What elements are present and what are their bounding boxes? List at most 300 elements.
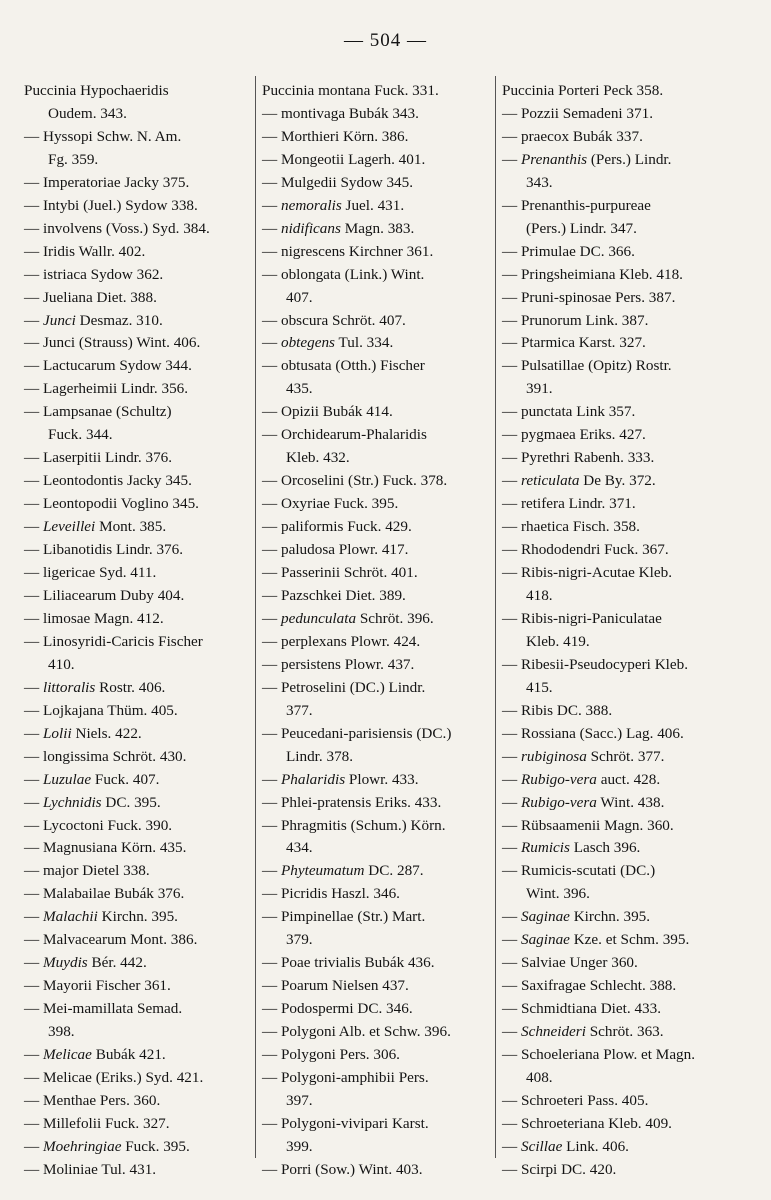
entry-dash: — (262, 816, 281, 834)
authority-and-page: Lindr. 376. (112, 541, 184, 559)
species-name: Scillae (520, 1137, 563, 1155)
entry-dash: — (24, 1137, 43, 1155)
species-name: Moehringiae (42, 1137, 122, 1155)
authority-and-page: Alb. et Schw. 396. (335, 1023, 451, 1041)
species-name: 407. (286, 288, 313, 306)
index-entry (262, 631, 491, 654)
entry-dash: — (502, 403, 521, 421)
authority-and-page: Fuck. 331. (370, 82, 439, 99)
authority-and-page: Diet. 388. (92, 288, 157, 306)
species-name: Passerinii (280, 564, 341, 582)
authority-and-page: Jacky 375. (120, 173, 190, 191)
species-name: Ribesii-Pseudocyperi (520, 655, 651, 673)
species-name: Lagerheimii (42, 380, 118, 398)
species-name: paliformis (280, 518, 344, 536)
authority-and-page: (DC.) (412, 724, 452, 742)
index-entry (24, 998, 250, 1021)
entry-dash: — (24, 816, 43, 834)
entry-dash: — (262, 1068, 281, 1086)
authority-and-page: Schlecht. 388. (585, 977, 677, 995)
authority-and-page: DC. 388. (553, 701, 613, 719)
species-name: Ptarmica (520, 334, 575, 352)
index-entry (502, 700, 752, 723)
entry-dash: — (502, 747, 521, 765)
index-entry (24, 975, 250, 998)
species-name: Phlei-pratensis (280, 793, 372, 811)
species-name: Porri (280, 1160, 312, 1178)
species-name: 397. (286, 1091, 313, 1109)
index-entry (24, 952, 250, 975)
index-entry (502, 1159, 752, 1182)
authority-and-page: DC. 420. (557, 1160, 617, 1178)
index-entry (502, 975, 752, 998)
authority-and-page: DC. 287. (364, 862, 424, 880)
authority-and-page: De By. 372. (579, 472, 656, 490)
species-name: Rubigo-vera (520, 770, 597, 788)
entry-dash: — (24, 931, 43, 949)
index-entry (502, 654, 752, 677)
species-name: Pruni-spinosae (520, 288, 612, 306)
authority-and-page: Kleb. 418. (615, 265, 683, 283)
entry-dash: — (502, 150, 521, 168)
species-name: longissima (42, 747, 109, 765)
entry-dash: — (262, 885, 281, 903)
authority-and-page: auct. 428. (596, 770, 661, 788)
species-name: pedunculata (280, 609, 357, 627)
index-entry (502, 470, 752, 493)
entry-dash: — (502, 931, 521, 949)
authority-and-page: Pers. (394, 1068, 429, 1086)
index-entry (502, 1044, 752, 1067)
entry-dash: — (24, 1114, 43, 1132)
authority-and-page: Wint. 438. (596, 793, 665, 811)
index-entry (502, 195, 752, 218)
species-name: Schneideri (520, 1023, 586, 1041)
species-name: Oudem. 343. (48, 104, 127, 122)
index-entry-continuation (502, 631, 752, 654)
entry-dash: — (24, 747, 43, 765)
index-entry (502, 837, 752, 860)
species-name: Pulsatillae (520, 357, 585, 375)
species-name: nemoralis (280, 196, 342, 214)
index-entry (24, 264, 250, 287)
species-name: 377. (286, 701, 313, 719)
authority-and-page: Pers. 360. (96, 1091, 161, 1109)
index-entry (262, 103, 491, 126)
authority-and-page: (Eriks.) Syd. 421. (91, 1068, 204, 1086)
entry-dash: — (262, 655, 281, 673)
authority-and-page: (Link.) Wint. (340, 265, 425, 283)
species-name: Kleb. 419. (526, 632, 590, 650)
authority-and-page: (Voss.) Syd. 384. (102, 219, 210, 237)
index-entry (262, 332, 491, 355)
entry-dash: — (502, 1000, 521, 1018)
index-entry (24, 1067, 250, 1090)
index-entry-continuation (502, 1067, 752, 1090)
entry-dash: — (262, 1160, 281, 1178)
species-name: Kleb. 432. (286, 449, 350, 467)
species-name: Ribis-nigri-Acutae (520, 564, 635, 582)
species-name: Lactucarum (42, 357, 116, 375)
index-entry (502, 539, 752, 562)
authority-and-page: Lindr. 356. (117, 380, 189, 398)
species-name: Saginae (520, 908, 570, 926)
entry-dash: — (262, 311, 281, 329)
authority-and-page: Plowr. 417. (334, 541, 409, 559)
index-entry (262, 355, 491, 378)
species-name: reticulata (520, 472, 580, 490)
index-entry (502, 1113, 752, 1136)
entry-dash: — (262, 518, 281, 536)
index-entry (262, 792, 491, 815)
authority-and-page: (DC.) Lindr. (345, 678, 426, 696)
species-name: involvens (42, 219, 103, 237)
entry-dash: — (502, 839, 521, 857)
index-entry (502, 723, 752, 746)
species-name: Poarum (280, 977, 329, 995)
authority-and-page: Fuck. 390. (103, 816, 173, 834)
species-name: Puccinia montana (262, 82, 371, 99)
entry-dash: — (502, 541, 521, 559)
authority-and-page: (Sacc.) Lag. 406. (575, 724, 684, 742)
species-name: Poae trivialis (280, 954, 361, 972)
species-name: Rumicis (520, 839, 570, 857)
index-entry (262, 470, 491, 493)
entry-dash: — (262, 219, 281, 237)
species-name: 410. (48, 655, 75, 673)
species-name: major (42, 862, 79, 880)
species-name: Hyssopi (42, 127, 93, 145)
index-entry (262, 585, 491, 608)
entry-dash: — (502, 334, 521, 352)
authority-and-page: Fuck. 367. (600, 541, 669, 559)
species-name: Rhododendri (520, 541, 601, 559)
entry-dash: — (502, 655, 521, 673)
authority-and-page: Körn. 386. (339, 127, 409, 145)
entry-dash: — (24, 632, 43, 650)
entry-dash: — (262, 793, 281, 811)
index-entry (24, 401, 250, 424)
authority-and-page: Kleb. (650, 655, 689, 673)
authority-and-page: Unger 360. (565, 954, 638, 972)
entry-dash: — (262, 770, 281, 788)
species-name: obtegens (280, 334, 335, 352)
authority-and-page: Kleb. (634, 564, 672, 582)
entry-dash: — (24, 472, 43, 490)
index-entry (502, 355, 752, 378)
authority-and-page: Bubák 414. (318, 403, 393, 421)
index-entry (24, 929, 250, 952)
entry-dash: — (24, 724, 43, 742)
authority-and-page: Magn. 412. (90, 609, 164, 627)
authority-and-page: Link. 387. (581, 311, 649, 329)
species-name: Magnusiana (42, 839, 118, 857)
entry-dash: — (262, 678, 281, 696)
authority-and-page: (Juel.) Sydow 338. (79, 196, 198, 214)
index-entry-continuation (262, 378, 491, 401)
index-entry (24, 126, 250, 149)
entry-dash: — (24, 334, 43, 352)
entry-dash: — (24, 173, 43, 191)
index-entry (502, 493, 752, 516)
authority-and-page: Tul. 334. (334, 334, 394, 352)
index-entry (262, 172, 491, 195)
species-name: Polygoni (280, 1046, 336, 1064)
index-entry (24, 1159, 250, 1182)
species-name: rubiginosa (520, 747, 587, 765)
entry-dash: — (502, 908, 521, 926)
species-name: nigrescens (280, 242, 346, 260)
entry-dash: — (502, 1091, 521, 1109)
species-name: Moliniae (42, 1160, 98, 1178)
index-entry (262, 493, 491, 516)
species-name: Ribis-nigri-Paniculatae (520, 609, 662, 627)
species-name: Luzulae (42, 770, 92, 788)
authority-and-page: Pers. 306. (335, 1046, 400, 1064)
species-name: 343. (526, 173, 553, 191)
index-entry (262, 1067, 491, 1090)
index-entry (262, 952, 491, 975)
index-entry (502, 332, 752, 355)
entry-dash: — (24, 541, 43, 559)
species-name: Orchidearum-Phalaridis (280, 426, 427, 444)
entry-dash: — (502, 954, 521, 972)
species-name: 418. (526, 586, 553, 604)
index-entry (24, 539, 250, 562)
authority-and-page: Link. 406. (562, 1137, 629, 1155)
entry-dash: — (262, 357, 281, 375)
authority-and-page: Diet. 433. (596, 1000, 662, 1018)
index-entry (24, 562, 250, 585)
entry-dash: — (262, 977, 281, 995)
entry-dash: — (502, 426, 521, 444)
species-name: Oxyriae (280, 495, 330, 513)
species-name: Libanotidis (42, 541, 113, 559)
entry-dash: — (24, 701, 43, 719)
species-name: punctata (520, 403, 573, 421)
index-entry (262, 883, 491, 906)
entry-dash: — (502, 1160, 521, 1178)
index-entry-continuation (262, 700, 491, 723)
species-name: littoralis (42, 678, 96, 696)
authority-and-page: (DC.) (616, 862, 656, 880)
species-name: Phalaridis (280, 770, 346, 788)
species-name: Liliacearum (42, 586, 117, 604)
index-entry (24, 332, 250, 355)
authority-and-page: Nielsen 437. (328, 977, 409, 995)
species-name: Orcoselini (280, 472, 345, 490)
authority-and-page: Plowr. 433. (345, 770, 419, 788)
index-entry (262, 1159, 491, 1182)
index-entry-continuation (502, 677, 752, 700)
authority-and-page: Plowr. 437. (340, 655, 415, 673)
entry-dash: — (24, 609, 43, 627)
authority-and-page: Sydow 362. (86, 265, 164, 283)
index-entry (502, 860, 752, 883)
entry-dash: — (262, 1114, 281, 1132)
index-entry (262, 769, 491, 792)
index-entry (24, 746, 250, 769)
species-name: Linosyridi-Caricis (42, 632, 155, 650)
index-entry (262, 860, 491, 883)
species-name: Laserpitii (42, 449, 102, 467)
entry-dash: — (502, 1114, 521, 1132)
authority-and-page: Fuck. 327. (101, 1114, 170, 1132)
index-entry (502, 310, 752, 333)
authority-and-page: Bubák 421. (91, 1046, 166, 1064)
entry-dash: — (502, 311, 521, 329)
species-name: Pozzii (520, 104, 559, 122)
entry-dash: — (502, 701, 521, 719)
entry-dash: — (24, 678, 43, 696)
entry-dash: — (502, 288, 521, 306)
index-entry (262, 1021, 491, 1044)
index-entry (262, 539, 491, 562)
index-entry (262, 677, 491, 700)
entry-dash: — (502, 1023, 521, 1041)
authority-and-page: Semad. (133, 1000, 183, 1018)
species-name: Lycoctoni (42, 816, 104, 834)
species-name: Puccinia Hypochaeridis (24, 82, 169, 99)
index-entry (502, 424, 752, 447)
species-name: Peucedani-parisiensis (280, 724, 413, 742)
index-entry (262, 218, 491, 241)
index-entry (262, 149, 491, 172)
species-name: retifera (520, 495, 565, 513)
index-entry (262, 126, 491, 149)
authority-and-page: Schröt. 363. (585, 1023, 664, 1041)
index-entry-continuation (262, 929, 491, 952)
entry-dash: — (502, 770, 521, 788)
authority-and-page: Fuck. 395. (329, 495, 399, 513)
entry-dash: — (24, 793, 43, 811)
authority-and-page: Lindr. 376. (101, 449, 173, 467)
species-name: Ribis (520, 701, 554, 719)
species-name: Prenanthis (520, 150, 588, 168)
entry-dash: — (502, 816, 521, 834)
species-name: Podospermi (280, 1000, 354, 1018)
species-name: Phragmitis (280, 816, 347, 834)
index-column-3 (502, 80, 752, 1182)
index-entry (502, 1090, 752, 1113)
entry-dash: — (502, 793, 521, 811)
entry-dash: — (24, 1046, 43, 1064)
entry-dash: — (502, 977, 521, 995)
index-entry (502, 447, 752, 470)
index-entry-continuation (262, 1090, 491, 1113)
index-entry-continuation (24, 424, 250, 447)
column-rule-left (255, 76, 256, 1158)
entry-dash: — (262, 564, 281, 582)
authority-and-page: Bubák 436. (360, 954, 435, 972)
index-entry (24, 1090, 250, 1113)
entry-dash: — (502, 127, 521, 145)
species-name: obtusata (280, 357, 332, 375)
entry-dash: — (24, 564, 43, 582)
authority-and-page: Kirchn. 395. (569, 908, 651, 926)
entry-dash: — (24, 242, 43, 260)
authority-and-page: Fuck. 407. (91, 770, 160, 788)
authority-and-page: Lagerh. 401. (344, 150, 426, 168)
entry-dash: — (24, 908, 43, 926)
authority-and-page: Thüm. 405. (103, 701, 178, 719)
species-name: Fuck. 344. (48, 426, 113, 444)
species-name: Mei-mamillata (42, 1000, 134, 1018)
index-entry-continuation (262, 1136, 491, 1159)
entry-dash: — (24, 196, 43, 214)
entry-dash: — (24, 1091, 43, 1109)
index-entry (502, 769, 752, 792)
species-name: nidificans (280, 219, 341, 237)
authority-and-page: Diet. 389. (341, 586, 406, 604)
species-name: (Pers.) Lindr. 347. (526, 219, 637, 237)
index-entry-continuation (502, 218, 752, 241)
authority-and-page: (Opitz) Rostr. (584, 357, 672, 375)
index-entry (262, 562, 491, 585)
entry-dash: — (262, 954, 281, 972)
index-entry (262, 424, 491, 447)
page-number: — 504 — (344, 30, 427, 51)
index-entry (262, 815, 491, 838)
entry-dash: — (24, 954, 43, 972)
index-entry (502, 103, 752, 126)
entry-dash: — (262, 862, 281, 880)
species-name: Scirpi (520, 1160, 558, 1178)
index-entry (24, 470, 250, 493)
entry-dash: — (262, 127, 281, 145)
index-entry (502, 562, 752, 585)
species-name: Melicae (42, 1046, 92, 1064)
species-name: Junci (42, 334, 76, 352)
entry-dash: — (502, 449, 521, 467)
index-entry (502, 80, 752, 103)
index-entry (502, 746, 752, 769)
index-entry (262, 723, 491, 746)
species-name: pygmaea (520, 426, 576, 444)
index-entry-continuation (502, 172, 752, 195)
authority-and-page: Bubák 376. (110, 885, 185, 903)
authority-and-page: Tul. 431. (97, 1160, 157, 1178)
index-entry (24, 241, 250, 264)
entry-dash: — (262, 908, 281, 926)
entry-dash: — (262, 196, 281, 214)
authority-and-page: Fisch. 358. (569, 518, 640, 536)
entry-dash: — (262, 104, 281, 122)
entry-dash: — (502, 357, 521, 375)
authority-and-page: (Schum.) Körn. (346, 816, 446, 834)
index-entry (24, 195, 250, 218)
index-entry (24, 792, 250, 815)
entry-dash: — (24, 357, 43, 375)
index-entry-continuation (502, 883, 752, 906)
species-name: perplexans (280, 632, 347, 650)
index-entry (24, 883, 250, 906)
species-name: ligericae (42, 564, 96, 582)
index-entry (24, 677, 250, 700)
authority-and-page: (Strauss) Wint. 406. (75, 334, 201, 352)
index-entry (262, 998, 491, 1021)
authority-and-page: Bubák 343. (345, 104, 419, 122)
authority-and-page: Bér. 442. (87, 954, 147, 972)
species-name: Prunorum (520, 311, 582, 329)
species-name: Saxifragae (520, 977, 586, 995)
species-name: rhaetica (520, 518, 570, 536)
authority-and-page: Link 357. (572, 403, 636, 421)
authority-and-page: Plow. et Magn. (599, 1046, 696, 1064)
species-name: Rübsaamenii (520, 816, 601, 834)
index-entry (262, 401, 491, 424)
authority-and-page: DC. 395. (101, 793, 161, 811)
